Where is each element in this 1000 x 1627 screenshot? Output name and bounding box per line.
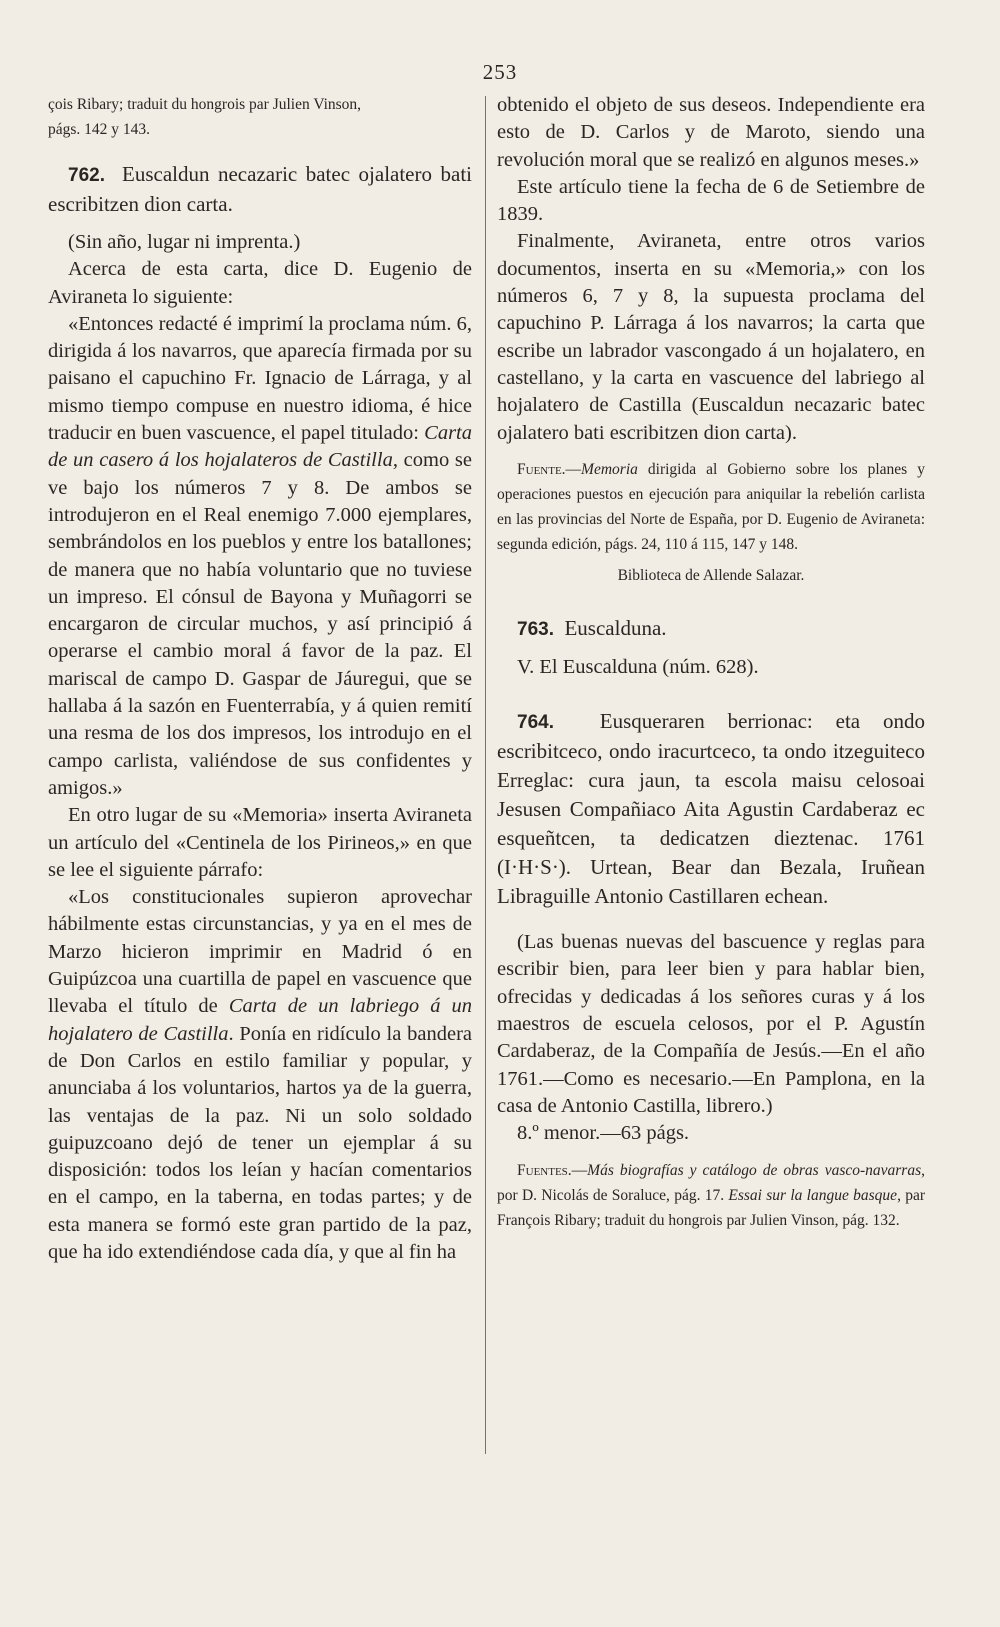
entry-763-title: Euscalduna. [564, 615, 667, 640]
entry-763-heading [497, 614, 925, 644]
entry-762-quote-1: «Entonces redacté é imprimí la proclama núm. 6, dirigida á los navarros, que aparecía firmada por su paisano el capuchino Fr. Ignacio de Lárraga, y al mismo tiempo compuse en nuestro idioma, é hice traducir en buen vascuence, el papel titulado: Carta de un casero á los hojalateros de Castilla, como se ve bajo los números 7 y 8. De ambos se introdujeron en el Real enemigo 7.000 ejemplares, sembrándolos en los pueblos y entre los batallones; de manera que no había voluntario que no tuviese un impreso. El cónsul de Bayona y Muñagorri se encargaron de circular muchos, y así principió á operarse el cambio moral á favor de la paz. El mariscal de campo D. Gaspar de Jáuregui, que se hallaba á la sazón en Fuenterrabía, y á quien remití una resma de los dos impresos, los introdujo en el campo carlista, valiéndose de sus confidentes y amigos.» [48, 312, 473, 799]
source-title-1: Más biografías y catálogo de obras vasco-navarras [587, 1161, 922, 1179]
continued-quote: obtenido el objeto de sus deseos. Independiente era esto de D. Carlos y de Maroto, siendo una revolución moral que se realizó en algunos meses.» [497, 94, 925, 171]
article-date-paragraph: Este artículo tiene la fecha de 6 de Setiembre de 1839. [497, 175, 925, 226]
documents-paragraph: Finalmente, Aviraneta, entre otros varios documentos, inserta en su «Memoria,» con los números 6, 7 y 8, la supuesta proclama del capuchino P. Lárraga á los navarros; la carta que escribe un labrador vascongado á un hojalatero, en castellano, y la carta en vascuence del labriego al hojalatero de Castilla (Euscaldun necazaric batec ojalatero bati escribitzen dion carta). [497, 230, 925, 444]
entry-762-number: 762. [68, 165, 105, 186]
source-note-762: Fuente.—Memoria dirigida al Gobierno sobre los planes y operaciones puestos en ejecución para aniquilar la rebelión carlista en las provincias del Norte de España, por D. Eugenio de Aviraneta: segunda edición, págs. 24, 110 á 115, 147 y 148. [497, 460, 925, 553]
entry-763-reference: V. El Euscalduna (núm. 628). [517, 655, 759, 678]
source-title-2: Essai sur la langue basque [728, 1186, 898, 1204]
source-title: Memoria [581, 460, 638, 478]
entry-764-format: 8.º menor.—63 págs. [517, 1122, 690, 1145]
sources-label: Fuentes. [517, 1161, 572, 1179]
entry-762-paragraph-1: Acerca de esta carta, dice D. Eugenio de Aviraneta lo siguiente: [48, 258, 472, 308]
entry-764-translation: (Las buenas nuevas del bascuence y reglas para escribir bien, para leer bien y para hablar bien, ofrecidas y dedicadas á los señores curas y á los maestros de escuela celosos, por el P. Agustín Cardaberaz, de la Compañía de Jesús.—En el año 1761.—Como es necesario.—En Pamplona, en la casa de Antonio Castilla, librero.) [497, 931, 925, 1117]
entry-764-title: Eusqueraren berrionac: eta ondo escribitceco, ondo iracurtceco, ta ondo itzeguiteco Erreglac: cura jaun, ta escola maisu celosoai Jesusen Compañiaco Aita Agustin Cardaberaz ec esqueñtcen, ta dedicatzen dieztenac. 1761 (I·H·S·). Urtean, Bear dan Bezala, Iruñean Libraguille Antonio Castillaren echean. [497, 709, 926, 909]
entry-763-number: 763. [517, 618, 554, 640]
source-note-764: Fuentes.—Más biografías y catálogo de obras vasco-navarras, por D. Nicolás de Soraluce, pág. 17. Essai sur la langue basque, par François Ribary; traduit du hongrois par Julien Vinson, pág. 132. [497, 1161, 926, 1229]
reference-line-1: çois Ribary; traduit du hongrois par Julien Vinson, [48, 96, 362, 113]
reference-line-2: págs. 142 y 143. [48, 121, 151, 138]
library-note: Biblioteca de Allende Salazar. [617, 566, 805, 584]
entry-762-quote-2: «Los constitucionales supieron aprovechar hábilmente estas circunstancias, y ya en el mes de Marzo hicieron imprimir en Madrid ó en Guipúzcoa una cuartilla de papel en vascuence que llevaba el título de Carta de un labriego á un hojalatero de Castilla. Ponía en ridículo la bandera de Don Carlos en estilo familiar y popular, y anunciaba á los voluntarios, hartos ya de la guerra, las ventajas de la paz. Ni un solo soldado guipuzcoano dejó de tener un ejemplar á su disposición: todos los leían y hacían comentarios en el campo, en la taberna, en todas partes; y de esta manera se formó este gran partido de la paz, que ha ido extendiéndose cada día, y que al fin ha [48, 886, 472, 1263]
entry-762-title: Euscaldun necazaric batec ojalatero bati escribitzen dion carta. [48, 162, 472, 216]
column-divider [485, 96, 486, 1454]
right-column [497, 92, 925, 1233]
entry-764-number: 764. [517, 712, 554, 734]
entry-762-quote-2-title: Carta de un labriego á un hojalatero de Castilla [48, 995, 472, 1045]
entry-762-heading [48, 160, 472, 219]
page-number: 253 [482, 60, 518, 84]
entry-764-heading [497, 707, 925, 911]
left-column [48, 92, 472, 1266]
continued-reference [48, 92, 472, 142]
entry-762-quote-1-title: Carta de un casero á los hojalateros de Castilla [48, 422, 472, 472]
source-label: Fuente. [517, 460, 566, 478]
entry-762-paragraph-2: En otro lugar de su «Memoria» inserta Aviraneta un artículo del «Centinela de los Pirineos,» en que se lee el siguiente párrafo: [48, 804, 472, 881]
entry-762-imprint: (Sin año, lugar ni imprenta.) [68, 231, 301, 253]
